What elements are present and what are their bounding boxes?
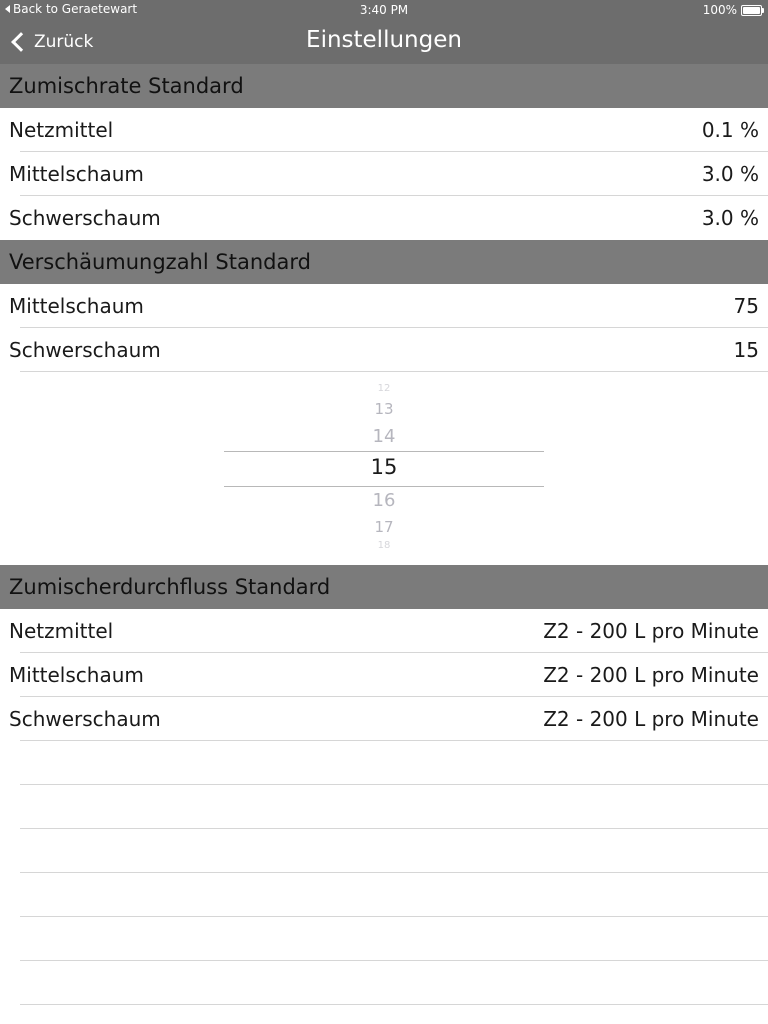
battery-indicator — [703, 3, 762, 17]
empty-row-divider — [20, 872, 768, 873]
row-value: 15 — [733, 338, 759, 362]
picker-option[interactable]: 18 — [377, 540, 391, 551]
page-title: Einstellungen — [306, 27, 462, 53]
list-item-zumischrate-mittelschaum[interactable] — [0, 152, 768, 196]
row-value: Z2 - 200 L pro Minute — [543, 707, 759, 731]
section-header-zumischrate: Zumischrate Standard — [0, 64, 768, 108]
section-header-verschaeumungzahl: Verschäumungzahl Standard — [0, 240, 768, 284]
row-value: 3.0 % — [701, 206, 759, 230]
empty-row-divider — [20, 960, 768, 961]
list-item-verschaeumung-schwerschaum[interactable] — [0, 328, 768, 372]
row-label: Schwerschaum — [9, 338, 161, 362]
row-value: Z2 - 200 L pro Minute — [543, 663, 759, 687]
battery-icon — [741, 5, 762, 16]
section-header-zumischerdurchfluss: Zumischerdurchfluss Standard — [0, 565, 768, 609]
status-time: 3:40 PM — [359, 3, 409, 17]
row-label: Mittelschaum — [9, 294, 144, 318]
row-value: 75 — [733, 294, 759, 318]
list-item-verschaeumung-mittelschaum[interactable] — [0, 284, 768, 328]
row-label: Mittelschaum — [9, 663, 144, 687]
row-label: Schwerschaum — [9, 206, 161, 230]
list-item-durchfluss-netzmittel[interactable] — [0, 609, 768, 653]
back-button-label: Zurück — [34, 32, 94, 52]
picker-selection-line-bottom — [224, 486, 544, 487]
battery-percent: 100% — [702, 3, 737, 17]
status-bar — [0, 0, 768, 20]
list-item-zumischrate-netzmittel[interactable] — [0, 108, 768, 152]
picker-option[interactable]: 13 — [374, 400, 394, 418]
row-label: Netzmittel — [9, 619, 114, 643]
empty-row-divider — [20, 828, 768, 829]
row-value: 0.1 % — [701, 118, 759, 142]
row-label: Schwerschaum — [9, 707, 161, 731]
empty-row-divider — [20, 784, 768, 785]
navigation-bar — [0, 20, 768, 64]
picker-option[interactable]: 17 — [374, 518, 394, 536]
picker-option[interactable]: 14 — [372, 426, 396, 447]
empty-row-divider — [20, 1004, 768, 1005]
picker-option[interactable]: 12 — [377, 383, 391, 394]
row-divider — [20, 740, 768, 741]
back-to-app-label: Back to Geraetewart — [13, 2, 138, 16]
list-item-durchfluss-schwerschaum[interactable] — [0, 697, 768, 741]
row-value: Z2 - 200 L pro Minute — [543, 619, 759, 643]
list-item-durchfluss-mittelschaum[interactable] — [0, 653, 768, 697]
picker-selected-option[interactable]: 15 — [370, 455, 398, 479]
list-item-zumischrate-schwerschaum[interactable] — [0, 196, 768, 240]
row-label: Mittelschaum — [9, 162, 144, 186]
row-label: Netzmittel — [9, 118, 114, 142]
empty-row-divider — [20, 916, 768, 917]
picker-selection-line-top — [224, 451, 544, 452]
picker-option[interactable]: 16 — [372, 490, 396, 511]
row-value: 3.0 % — [701, 162, 759, 186]
number-picker-wheel[interactable] — [0, 372, 768, 564]
